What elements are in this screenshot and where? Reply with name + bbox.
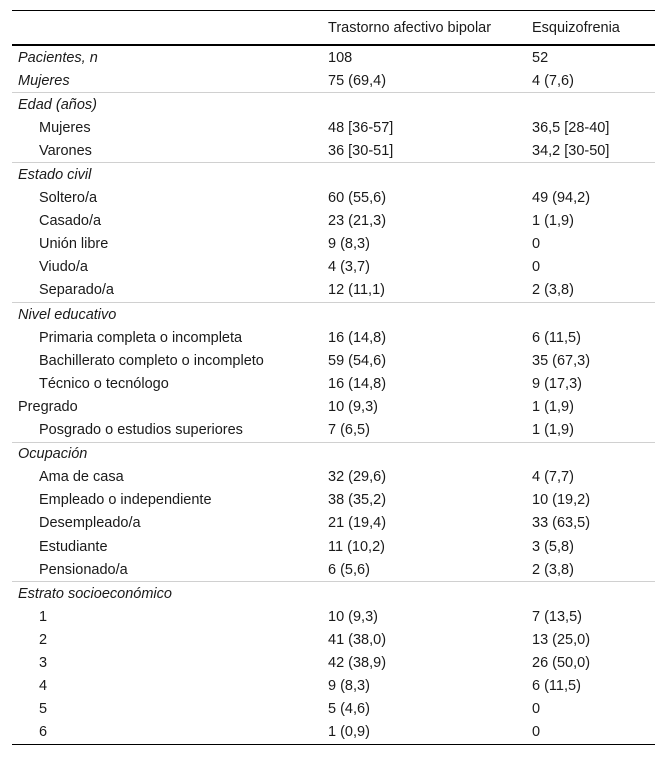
schizophrenia-value: [526, 303, 655, 327]
bipolar-value: 32 (29,6): [328, 469, 387, 486]
row-label: Casado/a: [39, 213, 102, 230]
table-row: [12, 210, 655, 233]
bipolar-value: 6 (5,6): [328, 561, 370, 578]
table-row: [12, 698, 655, 721]
table-row: [12, 93, 655, 117]
schizophrenia-value: 4 (7,7): [532, 469, 574, 486]
schizophrenia-value: 9 (17,3): [532, 375, 582, 392]
bipolar-value: 7 (6,5): [328, 422, 370, 439]
schizophrenia-value: 52: [532, 49, 549, 66]
schizophrenia-value: [526, 93, 655, 117]
row-label: Bachillerato completo o incompleto: [39, 352, 264, 369]
schizophrenia-value: 1 (1,9): [532, 213, 574, 230]
table-row: [12, 233, 655, 256]
bipolar-value: 5 (4,6): [328, 701, 370, 718]
schizophrenia-value: 34,2 [30-50]: [532, 142, 610, 159]
table-row: [12, 187, 655, 210]
bipolar-value: 23 (21,3): [328, 213, 387, 230]
schizophrenia-value: 49 (94,2): [532, 190, 591, 207]
bipolar-value: 21 (19,4): [328, 515, 387, 532]
schizophrenia-value: 6 (11,5): [532, 678, 581, 695]
schizophrenia-value: 0: [532, 701, 541, 718]
table-row: [12, 582, 655, 606]
table-row: [12, 442, 655, 466]
bipolar-value: 42 (38,9): [328, 654, 387, 671]
table-row: [12, 372, 655, 395]
table-row: [12, 349, 655, 372]
row-label: Edad (años): [12, 93, 322, 117]
row-label: 6: [12, 721, 322, 745]
bipolar-value: 10 (9,3): [328, 608, 378, 625]
bipolar-value: 48 [36-57]: [328, 119, 394, 136]
demographics-table-container: [12, 10, 655, 745]
row-label: 1: [39, 608, 48, 625]
schizophrenia-value: 36,5 [28-40]: [532, 119, 610, 136]
table-row: [12, 721, 655, 745]
schizophrenia-value: 0: [532, 236, 541, 253]
row-label: Primaria completa o incompleta: [39, 329, 243, 346]
bipolar-value: [322, 582, 526, 606]
row-label: Estudiante: [39, 538, 108, 555]
table-row: [12, 45, 655, 69]
table-header: [12, 11, 655, 46]
header-row: [12, 11, 655, 46]
table-row: [12, 395, 655, 418]
row-label: Empleado o independiente: [39, 492, 212, 509]
table-row: [12, 69, 655, 93]
bipolar-value: 11 (10,2): [328, 538, 385, 555]
header-schizophrenia: Esquizofrenia: [532, 19, 620, 36]
schizophrenia-value: 2 (3,8): [532, 561, 574, 578]
row-label: Pensionado/a: [39, 561, 128, 578]
bipolar-value: [322, 303, 526, 327]
schizophrenia-value: 33 (63,5): [532, 515, 591, 532]
table-row: [12, 558, 655, 582]
table-row: [12, 628, 655, 651]
table-row: [12, 256, 655, 279]
bipolar-value: 4 (3,7): [328, 259, 370, 276]
table-row: [12, 326, 655, 349]
table-row: [12, 279, 655, 303]
table-row: [12, 163, 655, 187]
bipolar-value: 9 (8,3): [328, 678, 370, 695]
bipolar-value: 60 (55,6): [328, 190, 387, 207]
row-label: Mujeres: [18, 72, 70, 89]
schizophrenia-value: 0: [532, 259, 541, 276]
table-row: [12, 535, 655, 558]
schizophrenia-value: [526, 582, 655, 606]
row-label: Varones: [39, 142, 92, 159]
table-row: [12, 303, 655, 327]
row-label: 2: [39, 631, 48, 648]
row-label: Viudo/a: [39, 259, 88, 276]
bipolar-value: 38 (35,2): [328, 492, 387, 509]
table-body: [12, 45, 655, 744]
table-row: [12, 489, 655, 512]
header-variable: [12, 11, 322, 46]
row-label: Posgrado o estudios superiores: [39, 422, 243, 439]
bipolar-value: 9 (8,3): [328, 236, 370, 253]
row-label: 3: [39, 654, 48, 671]
schizophrenia-value: 6 (11,5): [532, 329, 581, 346]
schizophrenia-value: 3 (5,8): [532, 538, 574, 555]
bipolar-value: 59 (54,6): [328, 352, 387, 369]
table-row: [12, 116, 655, 139]
schizophrenia-value: 4 (7,6): [532, 72, 574, 89]
bipolar-value: 10 (9,3): [328, 398, 378, 415]
bipolar-value: 36 [30-51]: [328, 142, 394, 159]
row-label: 4: [39, 678, 48, 695]
row-label: Pregrado: [18, 398, 78, 415]
table-row: [12, 512, 655, 535]
bipolar-value: 16 (14,8): [328, 329, 387, 346]
schizophrenia-value: 13 (25,0): [532, 631, 591, 648]
row-label: Pacientes, n: [18, 49, 98, 66]
bipolar-value: [322, 442, 526, 466]
table-row: [12, 139, 655, 163]
schizophrenia-value: 7 (13,5): [532, 608, 582, 625]
schizophrenia-value: 35 (67,3): [532, 352, 591, 369]
bipolar-value: 41 (38,0): [328, 631, 387, 648]
bipolar-value: [322, 93, 526, 117]
row-label: Estado civil: [12, 163, 322, 187]
row-label: Técnico o tecnólogo: [39, 375, 169, 392]
row-label: Nivel educativo: [12, 303, 322, 327]
schizophrenia-value: 10 (19,2): [532, 492, 591, 509]
row-label: Estrato socioeconómico: [12, 582, 322, 606]
bipolar-value: 108: [328, 49, 353, 66]
schizophrenia-value: 1 (1,9): [532, 398, 574, 415]
schizophrenia-value: 0: [526, 721, 655, 745]
row-label: Soltero/a: [39, 190, 98, 207]
table-row: [12, 419, 655, 443]
row-label: Ocupación: [12, 442, 322, 466]
table-row: [12, 651, 655, 674]
table-row: [12, 675, 655, 698]
row-label: Ama de casa: [39, 469, 124, 486]
schizophrenia-value: [526, 442, 655, 466]
table-row: [12, 605, 655, 628]
bipolar-value: [322, 163, 526, 187]
bipolar-value: 75 (69,4): [328, 72, 387, 89]
bipolar-value: 12 (11,1): [328, 282, 385, 299]
row-label: Desempleado/a: [39, 515, 141, 532]
table-row: [12, 466, 655, 489]
row-label: Mujeres: [39, 119, 91, 136]
schizophrenia-value: 26 (50,0): [532, 654, 591, 671]
row-label: Unión libre: [39, 236, 109, 253]
bipolar-value: 16 (14,8): [328, 375, 387, 392]
header-bipolar: Trastorno afectivo bipolar: [328, 19, 492, 36]
bipolar-value: 1 (0,9): [322, 721, 526, 745]
schizophrenia-value: 1 (1,9): [532, 422, 574, 439]
row-label: 5: [39, 701, 48, 718]
schizophrenia-value: 2 (3,8): [532, 282, 574, 299]
schizophrenia-value: [526, 163, 655, 187]
row-label: Separado/a: [39, 282, 114, 299]
demographics-table: [12, 10, 655, 745]
